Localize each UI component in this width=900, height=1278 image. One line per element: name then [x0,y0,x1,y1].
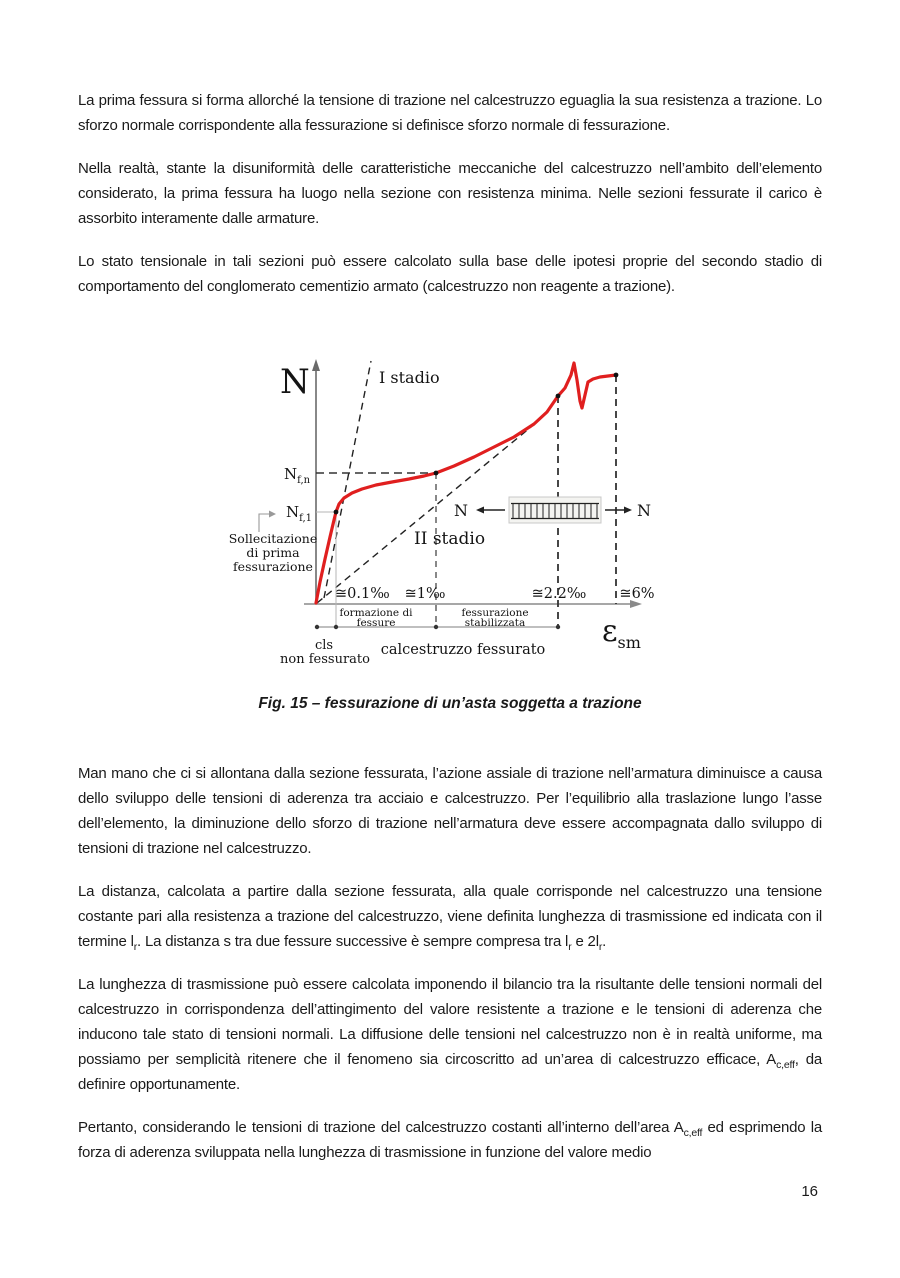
stage2-label: II stadio [414,529,486,549]
page-number: 16 [801,1183,818,1200]
first-crack-note-line2: di prima [246,545,300,560]
curve-dots [334,373,619,515]
first-crack-bracket-arrowhead [269,511,276,518]
response-curve [316,363,616,603]
region-left-label-line2: non fessurato [280,652,370,667]
force-arrowhead-left [476,507,484,514]
x-axis-label: $\varepsilon_{sm}$ [602,614,641,652]
tick-0-1: ≅0.1‰ [335,586,390,602]
paragraph-7: Pertanto, considerando le tensioni di trazione del calcestruzzo costanti all’interno dell’area $A_{c,eff}$ ed esprimendo la forza di aderenza sviluppata nella lunghezza di trasmissione in funzione del valore medio [78,1119,822,1161]
paragraph-6: La lunghezza di trasmissione può essere calcolata imponendo il bilancio tra la risultante delle tensioni normali del calcestruzzo in corrispondenza dell’attingimento del valore resistente a trazione e le tensioni di aderenza che inducono tale stato di tensioni normali. La diffusione delle tensioni nel calcestruzzo non è in realtà uniforme, ma possiamo per semplicità ritenere che il fenomeno sia circoscritto ad un’area di calcestruzzo efficace, $A_{c,eff}$, da definire opportunamente. [78,976,822,1093]
tick-6: ≅6% [619,586,655,602]
force-label-left: N [454,501,468,520]
force-arrowhead-right [624,507,632,514]
figure-caption: Fig. 15 – fessurazione di un’asta soggetta a trazione [258,695,642,712]
y-axis-label: N [280,362,310,402]
force-label-right: N [637,501,651,520]
region-mid-label: calcestruzzo fessurato [380,642,546,658]
y-axis-arrowhead [312,359,320,371]
tick-2-2: ≅2.2‰ [531,586,587,602]
first-crack-bracket [259,514,269,532]
zone2-label-line1: fessurazione [461,607,529,619]
page-content [78,88,822,1183]
zone1-label-line1: formazione di [339,607,413,619]
paragraph-2: Nella realtà, stante la disuniformità delle caratteristiche meccaniche del calcestruzzo nell’ambito dell’elemento considerato, la prima fessura ha luogo nella sezione con resistenza minima. Nelle sezioni fessurate il carico è assorbito interamente dalle armature. [78,160,822,227]
paragraph-5: La distanza, calcolata a partire dalla sezione fessurata, alla quale corrisponde nel calcestruzzo una tensione costante pari alla resistenza a trazione del calcestruzzo, viene definita lunghezza di trasmissione ed indicata con il termine $l_r$. La distanza s tra due fessure successive è sempre compresa tra $l_r$ e $2l_r$. [78,883,822,953]
paragraph-4: Man mano che ci si allontana dalla sezione fessurata, l’azione assiale di trazione nell’armatura diminuisce a causa dello sviluppo delle tensioni di aderenza tra acciaio e calcestruzzo. Per l’equilibrio alla traslazione lungo l’asse dell’elemento, la diminuzione dello sforzo di trazione nell’armatura deve essere accompagnata dallo sviluppo di tensioni di trazione nel calcestruzzo. [78,765,822,857]
figure-15-chart [228,351,668,671]
stage1-line [324,361,371,598]
nfn-label: $N_{f,n}$ [284,465,311,486]
zone1-label-line2: fessure [356,617,396,629]
nf1-label: $N_{f,1}$ [286,503,313,524]
zone2-label-line2: stabilizzata [464,617,526,629]
region-left-label-line1: cls [314,638,334,653]
figure-15 [228,351,668,671]
paragraph-3: Lo stato tensionale in tali sezioni può essere calcolato sulla base delle ipotesi proprie del secondo stadio di comportamento del conglomerato cementizio armato (calcestruzzo non reagente a trazione). [78,253,822,295]
stage2-line [317,427,531,603]
stage1-label: I stadio [379,368,440,387]
paragraph-1: La prima fessura si forma allorché la tensione di trazione nel calcestruzzo eguaglia la sua resistenza a trazione. Lo sforzo normale corrispondente alla fessurazione si definisce sforzo normale di fessurazione. [78,92,822,134]
tick-1: ≅1‰ [404,586,446,602]
first-crack-note-line3: fessurazione [233,559,313,574]
first-crack-note-line1: Sollecitazione [228,531,318,546]
